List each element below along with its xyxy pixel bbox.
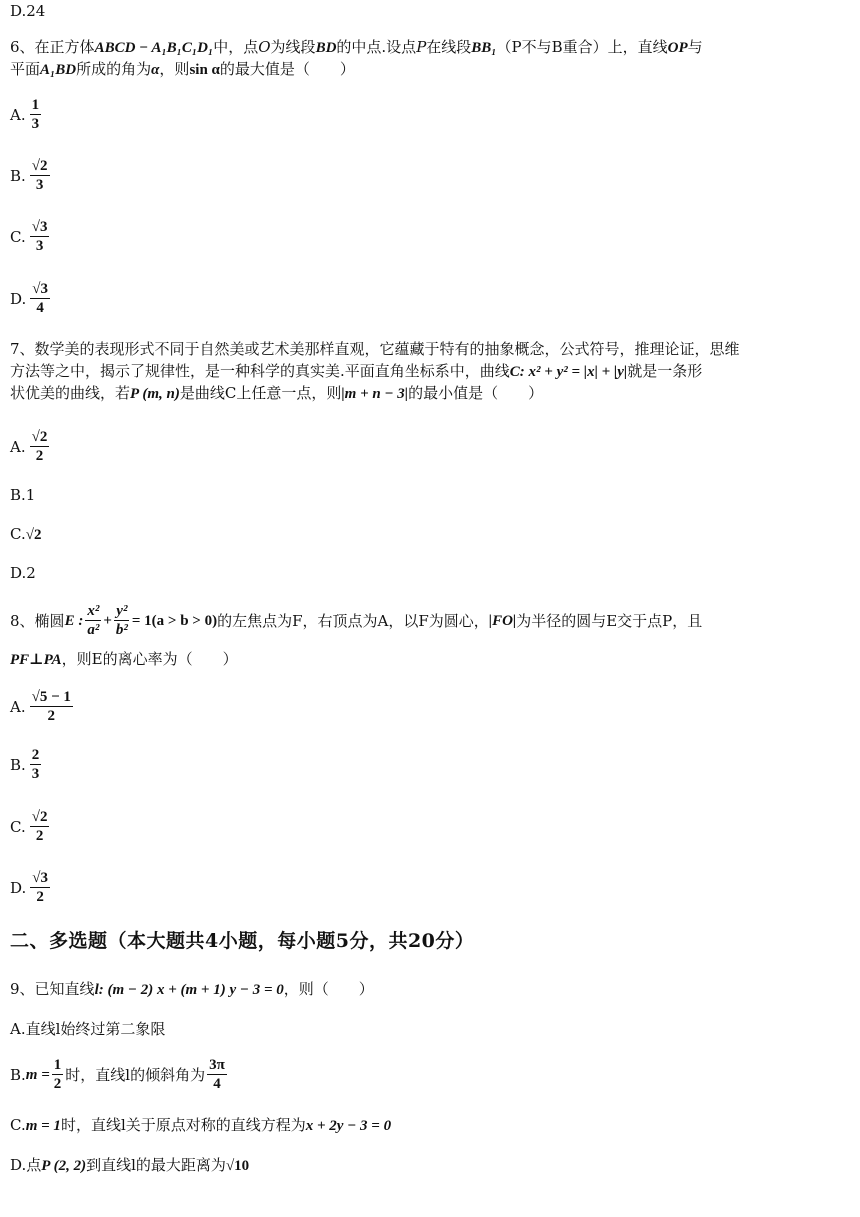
q7-option-c[interactable] [10, 523, 41, 546]
denominator: 2 [35, 448, 44, 464]
q6-option-c[interactable] [10, 218, 51, 255]
q8-text: 的左焦点为F，右顶点为A，以F为圆心， [217, 611, 489, 630]
q7-expr: |m + n − 3| [341, 386, 409, 402]
q7-text: 状优美的曲线，若 [10, 384, 131, 402]
option-value: 2 [26, 564, 36, 582]
numerator: √3 [31, 219, 48, 235]
fraction [30, 157, 50, 194]
q6-text: 在线段 [426, 38, 472, 56]
option-label: C. [10, 817, 26, 836]
q6-option-a[interactable] [10, 96, 43, 133]
numerator: √2 [31, 429, 48, 445]
option-label: A. [10, 105, 26, 124]
q9-c-m: m = 1 [25, 1118, 61, 1134]
q6-text: ，则 [159, 60, 190, 78]
numerator: √3 [32, 281, 48, 297]
q6-segment-bd: BD [315, 40, 337, 56]
q9-text: ，则（ ） [283, 980, 374, 998]
fraction [30, 280, 50, 317]
option-label: D. [10, 289, 27, 308]
q8-option-d[interactable] [10, 869, 52, 906]
q6-plane: A₁BD [40, 62, 77, 78]
q6-option-d[interactable] [10, 280, 52, 317]
q9-text: D.点 [10, 1156, 42, 1174]
q9-d-point: P (2, 2) [41, 1158, 87, 1174]
numerator: 2 [31, 747, 40, 763]
fraction [30, 218, 50, 255]
q6-option-b[interactable] [10, 157, 52, 194]
denominator: a² [87, 622, 100, 638]
option-value: 1 [25, 486, 36, 504]
q7-option-b[interactable] [10, 484, 35, 506]
option-label: D. [10, 878, 27, 897]
q6-number: 6、 [10, 38, 35, 56]
q9-number: 9、 [10, 980, 35, 998]
option-label: D. [10, 564, 27, 582]
q6-point-p: P [416, 38, 427, 56]
denominator: 2 [53, 1076, 62, 1092]
q7-line1 [10, 338, 740, 360]
option-label: C. [10, 227, 26, 246]
numerator: 1 [31, 97, 40, 113]
numerator: 1 [53, 1057, 62, 1073]
numerator: √2 [31, 809, 48, 825]
option-label: B. [10, 755, 26, 774]
q8-text: ，则E的离心率为（ ） [61, 650, 238, 668]
q7-text: 方法等之中，揭示了规律性，是一种科学的真实美.平面直角坐标系中，曲线 [10, 362, 510, 380]
q6-segment-bb1: BB₁ [471, 40, 497, 56]
q8-condition: PF⊥PA [10, 652, 62, 668]
q6-text: 为线段 [270, 38, 316, 56]
q6-line2 [10, 58, 355, 81]
denominator: 3 [35, 177, 44, 193]
fraction [30, 869, 50, 906]
q8-fo: |FO| [488, 612, 517, 629]
q6-text: 在正方体 [34, 38, 95, 56]
section-heading-multiple-choice: 二、多选题（本大题共4小题，每小题5分，共20分） [10, 930, 475, 952]
fraction [30, 688, 73, 725]
q6-text: 中，点 [213, 38, 259, 56]
q6-line1 [10, 36, 703, 59]
q6-point-o: O [258, 38, 271, 56]
q8-line1 [10, 602, 702, 639]
numerator: 3π [209, 1057, 225, 1073]
q9-line-equation: l: (m − 2) x + (m + 1) y − 3 = 0 [94, 982, 284, 998]
q9-option-a[interactable]: A.直线l始终过第二象限 [10, 1020, 166, 1038]
q8-option-c[interactable] [10, 808, 51, 845]
numerator: √5 − 1 [31, 689, 71, 705]
q6-text: 的最大值是（ ） [219, 60, 355, 78]
denominator: 3 [35, 238, 44, 254]
q8-option-a[interactable] [10, 688, 75, 725]
q9-text: 时，直线l的倾斜角为 [65, 1065, 206, 1084]
q6-text: 所成的角为 [76, 60, 152, 78]
q9-c-equation: x + 2y − 3 = 0 [305, 1118, 392, 1134]
denominator: 2 [47, 708, 55, 724]
q6-text: 平面 [10, 60, 41, 78]
q7-point: P (m, n) [130, 386, 180, 402]
option-label: A. [10, 697, 26, 716]
q9-text: 到直线l的最大距离为 [86, 1156, 226, 1174]
q8-option-b[interactable] [10, 746, 43, 783]
q7-text: 数学美的表现形式不同于自然美或艺术美那样直观，它蕴藏于特有的抽象概念，公式符号，推理论证，思维 [34, 340, 740, 358]
denominator: 3 [31, 766, 40, 782]
q7-text: 是曲线C上任意一点，则 [179, 384, 342, 402]
fraction [30, 808, 50, 845]
q8-number: 8、 [10, 611, 35, 630]
fraction [52, 1056, 64, 1093]
option-label: B. [10, 166, 26, 185]
q8-ellipse-name: E : [64, 612, 84, 629]
fraction [30, 96, 42, 133]
option-value: √2 [25, 527, 42, 543]
q6-text: 与 [687, 38, 703, 56]
q9-option-c[interactable] [10, 1114, 391, 1137]
q7-text: 的最小值是（ ） [408, 384, 544, 402]
denominator: 3 [31, 116, 40, 132]
denominator: 2 [35, 828, 44, 844]
fraction [85, 602, 101, 639]
denominator: b² [115, 622, 128, 638]
q9-text: 已知直线 [34, 980, 95, 998]
q9-b-m: m = [25, 1066, 50, 1083]
q9-stem [10, 978, 374, 1001]
option-label: B. [10, 486, 26, 504]
q7-line2 [10, 360, 702, 383]
denominator: 4 [213, 1076, 221, 1092]
q7-number: 7、 [10, 340, 35, 358]
fraction [114, 602, 130, 639]
option-label: C. [10, 525, 26, 543]
q6-sin-alpha: sin α [189, 62, 220, 78]
q6-text: 的中点.设点 [336, 38, 417, 56]
q7-option-d[interactable] [10, 562, 36, 584]
q7-text: 就是一条形 [627, 362, 703, 380]
numerator: √2 [31, 158, 48, 174]
q6-cube: ABCD − A₁B₁C₁D₁ [94, 40, 214, 56]
denominator: 2 [36, 889, 44, 905]
q6-text: （P不与B重合）上，直线 [496, 38, 668, 56]
numerator: √3 [32, 870, 48, 886]
q9-text: 时，直线l关于原点对称的直线方程为 [60, 1116, 306, 1134]
q9-option-d[interactable] [10, 1154, 249, 1177]
q9-d-value: √10 [225, 1158, 250, 1174]
fraction [30, 746, 42, 783]
option-label: A. [10, 437, 26, 456]
numerator: x² [87, 603, 100, 619]
q9-option-b[interactable] [10, 1056, 229, 1093]
option-label: B. [10, 1065, 26, 1084]
denominator: 4 [36, 300, 44, 316]
fraction [207, 1056, 227, 1093]
q8-text: 为半径的圆与E交于点P，且 [516, 611, 703, 630]
q7-option-a[interactable] [10, 428, 51, 465]
plus-sign: + [103, 612, 112, 629]
option-label: C. [10, 1116, 26, 1134]
q6-line-op: OP [667, 40, 688, 56]
q7-line3 [10, 382, 543, 405]
fraction [30, 428, 50, 465]
q8-line2 [10, 648, 238, 671]
q8-equation-tail: = 1(a > b > 0) [131, 612, 218, 629]
numerator: y² [116, 603, 128, 619]
prev-option-d: D.24 [10, 2, 46, 20]
q7-curve: C: x² + y² = |x| + |y| [509, 364, 628, 380]
q6-alpha: α [151, 62, 160, 78]
q8-text: 椭圆 [34, 611, 65, 630]
